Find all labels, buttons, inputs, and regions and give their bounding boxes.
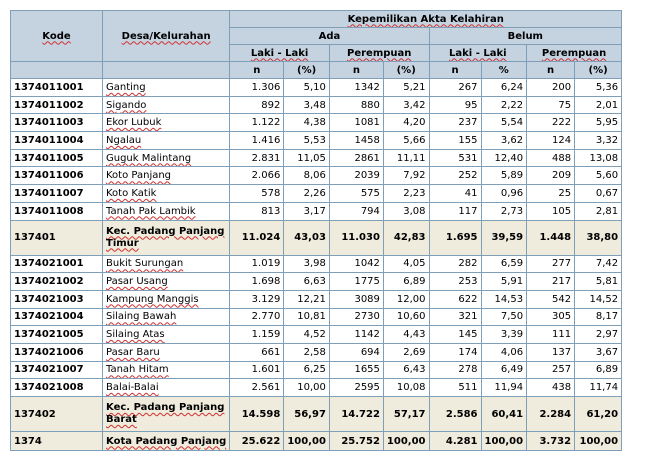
cell-ada-p-p: 100,00 [383, 432, 429, 451]
cell-ada-p-p: 4,05 [383, 255, 429, 273]
cell-ada-l-p: 3,98 [284, 255, 330, 273]
cell-bel-l-n: 252 [429, 167, 481, 185]
cell-ada-p-n: 2039 [329, 167, 383, 185]
cell-ada-p-p: 10,60 [383, 308, 429, 326]
header-belum-laki: Laki - Laki [429, 45, 527, 62]
cell-bel-l-n: 531 [429, 149, 481, 167]
cell-desa [103, 167, 230, 185]
table-row [11, 361, 622, 379]
table-row [11, 202, 622, 220]
cell-ada-p-n: 2730 [329, 308, 383, 326]
cell-bel-p-n: 124 [527, 132, 575, 150]
table-row [11, 132, 622, 150]
cell-kode: 1374021007 [11, 361, 103, 379]
cell-kode: 1374011001 [11, 79, 103, 97]
cell-ada-l-p: 4,52 [284, 326, 330, 344]
cell-desa-text: Silaing Atas [106, 329, 165, 341]
cell-ada-l-p: 56,97 [284, 397, 330, 432]
cell-ada-l-n: 661 [230, 343, 284, 361]
cell-bel-l-n: 41 [429, 185, 481, 203]
subheader-pct: (%) [383, 62, 429, 79]
cell-ada-l-n: 2.066 [230, 167, 284, 185]
cell-bel-p-n: 209 [527, 167, 575, 185]
header-ada: Ada [230, 28, 429, 45]
cell-bel-l-p: 11,94 [481, 379, 527, 397]
table-row [11, 96, 622, 114]
cell-desa [103, 114, 230, 132]
cell-ada-p-p: 6,43 [383, 361, 429, 379]
akta-kelahiran-table [10, 10, 622, 451]
cell-ada-p-p: 3,42 [383, 96, 429, 114]
cell-ada-l-n: 1.698 [230, 273, 284, 291]
cell-bel-l-n: 174 [429, 343, 481, 361]
cell-desa-text: Koto Panjang [106, 170, 172, 182]
cell-ada-p-n: 794 [329, 202, 383, 220]
cell-ada-p-n: 1042 [329, 255, 383, 273]
cell-ada-l-p: 8,06 [284, 167, 330, 185]
cell-ada-l-n: 1.601 [230, 361, 284, 379]
cell-desa-text: Koto Katik [106, 187, 157, 199]
subheader-n: n [527, 62, 575, 79]
cell-bel-l-n: 1.695 [429, 220, 481, 255]
table-row [11, 167, 622, 185]
table-row [11, 114, 622, 132]
table-row [11, 185, 622, 203]
table-row [11, 379, 622, 397]
cell-bel-p-p: 2,97 [575, 326, 622, 344]
cell-ada-p-n: 880 [329, 96, 383, 114]
table-row [11, 255, 622, 273]
cell-bel-p-n: 2.284 [527, 397, 575, 432]
cell-ada-l-p: 5,10 [284, 79, 330, 97]
cell-kode: 1374011007 [11, 185, 103, 203]
cell-kode: 1374011005 [11, 149, 103, 167]
cell-bel-p-n: 25 [527, 185, 575, 203]
cell-ada-l-n: 1.122 [230, 114, 284, 132]
cell-desa-text: Tanah Hitam [106, 364, 169, 376]
cell-kode: 1374021001 [11, 255, 103, 273]
cell-ada-l-n: 3.129 [230, 290, 284, 308]
cell-ada-p-p: 12,00 [383, 290, 429, 308]
cell-bel-l-p: 3,39 [481, 326, 527, 344]
cell-bel-l-p: 6,24 [481, 79, 527, 97]
header-desa: Desa/Kelurahan [103, 11, 230, 62]
cell-bel-p-p: 14,52 [575, 290, 622, 308]
kecamatan-row [11, 220, 622, 255]
cell-bel-l-p: 3,62 [481, 132, 527, 150]
cell-bel-l-p: 39,59 [481, 220, 527, 255]
cell-ada-p-p: 5,21 [383, 79, 429, 97]
cell-ada-l-n: 1.306 [230, 79, 284, 97]
cell-kode: 1374021003 [11, 290, 103, 308]
cell-bel-p-n: 488 [527, 149, 575, 167]
cell-ada-l-p: 10,00 [284, 379, 330, 397]
cell-desa [103, 432, 230, 451]
cell-kode: 137402 [11, 397, 103, 432]
cell-bel-l-n: 267 [429, 79, 481, 97]
cell-desa-text: Balai-Balai [106, 382, 159, 394]
cell-ada-p-p: 5,66 [383, 132, 429, 150]
cell-desa-text: Sigando [106, 99, 147, 111]
cell-desa [103, 202, 230, 220]
cell-desa-text: Kampung Manggis [106, 293, 199, 305]
cell-bel-l-n: 95 [429, 96, 481, 114]
cell-ada-p-n: 1081 [329, 114, 383, 132]
cell-bel-p-p: 100,00 [575, 432, 622, 451]
table-row [11, 79, 622, 97]
subheader-blank-desa [103, 62, 230, 79]
cell-desa [103, 220, 230, 255]
cell-bel-l-n: 4.281 [429, 432, 481, 451]
cell-ada-p-n: 2861 [329, 149, 383, 167]
header-kode: Kode [11, 11, 103, 62]
cell-ada-p-n: 2595 [329, 379, 383, 397]
cell-bel-l-p: 100,00 [481, 432, 527, 451]
cell-bel-l-n: 117 [429, 202, 481, 220]
cell-ada-l-p: 10,81 [284, 308, 330, 326]
cell-ada-l-n: 2.561 [230, 379, 284, 397]
cell-bel-l-p: 6,59 [481, 255, 527, 273]
cell-desa-text: Silaing Bawah [106, 311, 177, 323]
cell-kode: 137401 [11, 220, 103, 255]
cell-kode: 1374011008 [11, 202, 103, 220]
cell-desa-text: Pasar Usang [106, 276, 168, 288]
cell-ada-p-n: 1458 [329, 132, 383, 150]
cell-kode: 1374011004 [11, 132, 103, 150]
cell-desa-text: Tanah Pak Lambik [106, 205, 196, 217]
cell-ada-p-n: 14.722 [329, 397, 383, 432]
total-row [11, 432, 622, 451]
cell-bel-l-p: 4,06 [481, 343, 527, 361]
cell-ada-p-p: 4,20 [383, 114, 429, 132]
cell-bel-p-p: 0,67 [575, 185, 622, 203]
cell-kode: 1374 [11, 432, 103, 451]
cell-bel-l-n: 321 [429, 308, 481, 326]
akta-table-container [10, 10, 622, 451]
cell-bel-p-p: 2,01 [575, 96, 622, 114]
cell-desa [103, 308, 230, 326]
cell-bel-p-p: 5,95 [575, 114, 622, 132]
cell-ada-p-n: 25.752 [329, 432, 383, 451]
table-row [11, 343, 622, 361]
cell-bel-l-n: 622 [429, 290, 481, 308]
cell-ada-p-p: 2,23 [383, 185, 429, 203]
cell-bel-l-n: 2.586 [429, 397, 481, 432]
cell-ada-l-p: 2,58 [284, 343, 330, 361]
cell-ada-p-p: 7,92 [383, 167, 429, 185]
cell-bel-p-n: 305 [527, 308, 575, 326]
subheader-blank-kode [11, 62, 103, 79]
subheader-pct: (%) [284, 62, 330, 79]
cell-ada-l-n: 14.598 [230, 397, 284, 432]
subheader-pct: (%) [575, 62, 622, 79]
cell-bel-l-p: 0,96 [481, 185, 527, 203]
cell-bel-l-p: 5,91 [481, 273, 527, 291]
cell-ada-l-p: 5,53 [284, 132, 330, 150]
cell-bel-l-p: 2,73 [481, 202, 527, 220]
cell-desa-text: Bukit Surungan [106, 258, 184, 270]
cell-desa [103, 326, 230, 344]
cell-desa [103, 149, 230, 167]
cell-bel-p-p: 5,81 [575, 273, 622, 291]
cell-ada-l-n: 2.770 [230, 308, 284, 326]
cell-kode: 1374011003 [11, 114, 103, 132]
cell-kode: 1374021004 [11, 308, 103, 326]
table-row [11, 326, 622, 344]
cell-bel-p-n: 257 [527, 361, 575, 379]
cell-bel-p-p: 2,81 [575, 202, 622, 220]
cell-bel-p-p: 3,32 [575, 132, 622, 150]
cell-bel-p-p: 61,20 [575, 397, 622, 432]
cell-bel-l-p: 6,49 [481, 361, 527, 379]
cell-desa-text: Ekor Lubuk [106, 117, 162, 129]
cell-ada-l-p: 100,00 [284, 432, 330, 451]
cell-bel-l-n: 237 [429, 114, 481, 132]
header-belum: Belum [429, 28, 622, 45]
cell-bel-p-n: 542 [527, 290, 575, 308]
cell-bel-p-p: 8,17 [575, 308, 622, 326]
cell-desa [103, 132, 230, 150]
cell-desa [103, 379, 230, 397]
cell-ada-p-n: 1775 [329, 273, 383, 291]
cell-desa-text: Kec. Padang Panjang Timur [106, 225, 225, 249]
cell-ada-p-p: 42,83 [383, 220, 429, 255]
cell-desa [103, 185, 230, 203]
cell-desa-text: Pasar Baru [106, 346, 160, 358]
cell-desa [103, 79, 230, 97]
cell-bel-l-n: 155 [429, 132, 481, 150]
cell-ada-p-p: 3,08 [383, 202, 429, 220]
cell-ada-p-p: 11,11 [383, 149, 429, 167]
cell-bel-l-n: 511 [429, 379, 481, 397]
cell-bel-l-p: 14,53 [481, 290, 527, 308]
subheader-n: n [329, 62, 383, 79]
cell-ada-l-p: 12,21 [284, 290, 330, 308]
cell-ada-l-n: 1.019 [230, 255, 284, 273]
cell-bel-l-n: 278 [429, 361, 481, 379]
cell-ada-p-p: 10,08 [383, 379, 429, 397]
cell-kode: 1374021008 [11, 379, 103, 397]
cell-desa-text: Guguk Malintang [106, 152, 192, 164]
cell-ada-p-n: 575 [329, 185, 383, 203]
cell-ada-l-n: 892 [230, 96, 284, 114]
cell-bel-l-p: 7,50 [481, 308, 527, 326]
cell-bel-p-p: 5,60 [575, 167, 622, 185]
cell-ada-l-n: 1.159 [230, 326, 284, 344]
cell-bel-p-n: 105 [527, 202, 575, 220]
cell-ada-p-n: 694 [329, 343, 383, 361]
cell-ada-l-n: 1.416 [230, 132, 284, 150]
cell-ada-p-n: 1655 [329, 361, 383, 379]
cell-ada-p-p: 6,89 [383, 273, 429, 291]
cell-kode: 1374011002 [11, 96, 103, 114]
cell-desa-text: Ganting [106, 81, 146, 93]
cell-bel-l-n: 282 [429, 255, 481, 273]
cell-ada-l-p: 2,26 [284, 185, 330, 203]
kecamatan-row [11, 397, 622, 432]
cell-kode: 1374021005 [11, 326, 103, 344]
cell-desa [103, 255, 230, 273]
cell-ada-l-p: 11,05 [284, 149, 330, 167]
cell-desa-text: Kota Padang Panjang [106, 435, 227, 447]
subheader-n: n [230, 62, 284, 79]
header-ada-laki: Laki - Laki [230, 45, 330, 62]
cell-ada-p-n: 1342 [329, 79, 383, 97]
cell-bel-l-n: 253 [429, 273, 481, 291]
table-row [11, 149, 622, 167]
cell-bel-l-p: 5,89 [481, 167, 527, 185]
cell-bel-p-p: 6,89 [575, 361, 622, 379]
cell-bel-l-p: 12,40 [481, 149, 527, 167]
cell-ada-l-p: 6,25 [284, 361, 330, 379]
subheader-n: n [429, 62, 481, 79]
cell-ada-l-p: 43,03 [284, 220, 330, 255]
table-row [11, 290, 622, 308]
table-body [11, 79, 622, 451]
subheader-pct: % [481, 62, 527, 79]
cell-bel-p-n: 75 [527, 96, 575, 114]
cell-bel-p-n: 1.448 [527, 220, 575, 255]
cell-ada-p-p: 57,17 [383, 397, 429, 432]
header-belum-perempuan: Perempuan [527, 45, 622, 62]
cell-ada-l-n: 11.024 [230, 220, 284, 255]
cell-bel-p-p: 7,42 [575, 255, 622, 273]
cell-bel-p-p: 3,67 [575, 343, 622, 361]
header-kepemilikan: Kepemilikan Akta Kelahiran [230, 11, 622, 28]
cell-bel-p-n: 277 [527, 255, 575, 273]
cell-ada-l-p: 6,63 [284, 273, 330, 291]
cell-bel-p-n: 217 [527, 273, 575, 291]
cell-ada-l-n: 578 [230, 185, 284, 203]
cell-bel-l-p: 5,54 [481, 114, 527, 132]
cell-bel-p-n: 137 [527, 343, 575, 361]
header-ada-perempuan: Perempuan [329, 45, 429, 62]
cell-desa [103, 343, 230, 361]
cell-desa-text: Kec. Padang Panjang Barat [106, 402, 225, 425]
cell-ada-p-p: 4,43 [383, 326, 429, 344]
cell-bel-l-p: 60,41 [481, 397, 527, 432]
cell-desa [103, 361, 230, 379]
cell-kode: 1374021002 [11, 273, 103, 291]
cell-desa [103, 96, 230, 114]
cell-kode: 1374011006 [11, 167, 103, 185]
cell-desa-text: Ngalau [106, 134, 142, 146]
cell-ada-p-p: 2,69 [383, 343, 429, 361]
cell-ada-l-n: 813 [230, 202, 284, 220]
cell-ada-p-n: 3089 [329, 290, 383, 308]
cell-desa [103, 290, 230, 308]
cell-bel-p-n: 438 [527, 379, 575, 397]
cell-desa [103, 273, 230, 291]
cell-bel-p-p: 5,36 [575, 79, 622, 97]
cell-bel-l-p: 2,22 [481, 96, 527, 114]
cell-ada-l-n: 2.831 [230, 149, 284, 167]
cell-bel-p-n: 222 [527, 114, 575, 132]
cell-desa [103, 397, 230, 432]
cell-ada-p-n: 1142 [329, 326, 383, 344]
cell-ada-l-p: 3,48 [284, 96, 330, 114]
cell-ada-l-n: 25.622 [230, 432, 284, 451]
cell-ada-p-n: 11.030 [329, 220, 383, 255]
cell-bel-p-n: 200 [527, 79, 575, 97]
cell-kode: 1374021006 [11, 343, 103, 361]
cell-bel-p-p: 13,08 [575, 149, 622, 167]
cell-ada-l-p: 3,17 [284, 202, 330, 220]
cell-bel-p-n: 3.732 [527, 432, 575, 451]
cell-bel-l-n: 145 [429, 326, 481, 344]
cell-bel-p-p: 11,74 [575, 379, 622, 397]
cell-ada-l-p: 4,38 [284, 114, 330, 132]
table-row [11, 308, 622, 326]
table-row [11, 273, 622, 291]
cell-bel-p-n: 111 [527, 326, 575, 344]
cell-bel-p-p: 38,80 [575, 220, 622, 255]
